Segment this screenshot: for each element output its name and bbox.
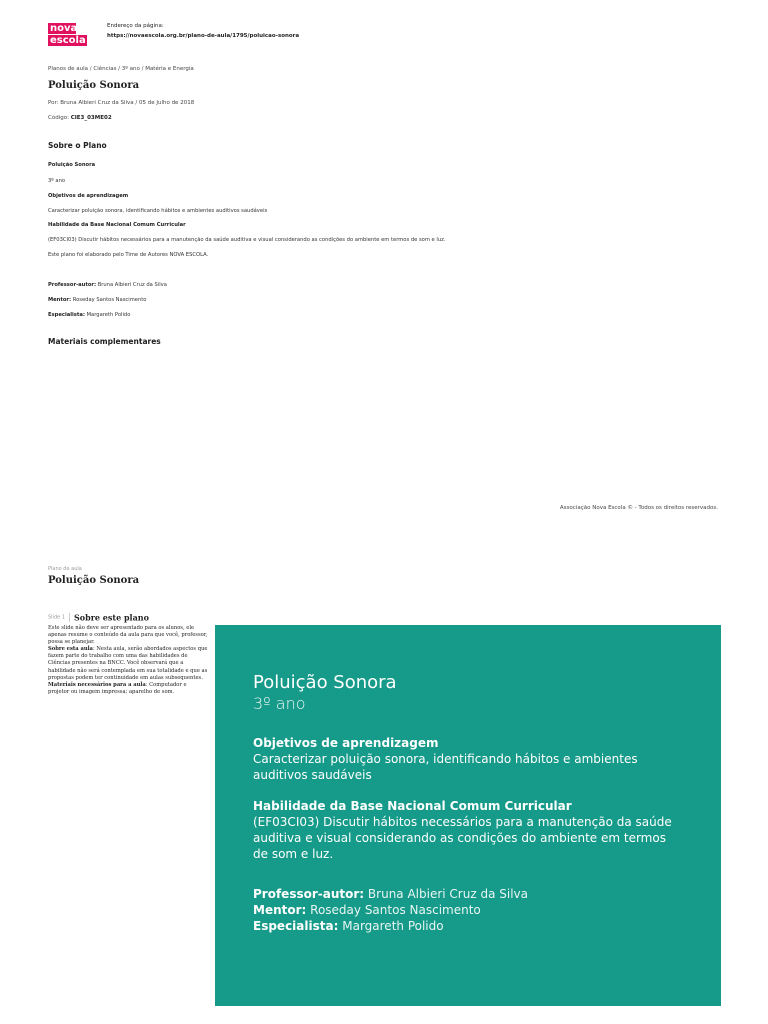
- slide-mentor: Mentor: Roseday Santos Nascimento: [253, 903, 481, 917]
- objectives-text: Caracterizar poluição sonora, identificando hábitos e ambientes auditivos saudáveis: [48, 208, 268, 214]
- bncc-text: (EF03CI03) Discutir hábitos necessários para a manutenção da saúde auditiva e visual considerando as condições do ambiente em termos de som e luz.: [48, 237, 446, 243]
- slide-grade: 3º ano: [253, 694, 306, 713]
- slide-title: Poluição Sonora: [253, 672, 397, 693]
- nova-escola-logo[interactable]: [48, 23, 87, 47]
- slide-bncc-label: Habilidade da Base Nacional Comum Curricular: [253, 799, 572, 813]
- slide-objectives-text: Caracterizar poluição sonora, identificando hábitos e ambientes auditivos saudáveis: [253, 752, 638, 782]
- logo-line-2: escola: [50, 35, 86, 46]
- address-label: Endereço da página:: [107, 23, 164, 29]
- notes-materials-text: : Computador e projetor ou imagem impressa; aparelho de som.: [48, 681, 187, 695]
- breadcrumb: Planos de aula / Ciências / 3º ano / Matéria e Energia: [48, 66, 194, 72]
- notes-intro: Este slide não deve ser apresentado para os alunos, ele apenas resume o conteúdo da aula para que você, professor, possa se planejar.: [48, 625, 208, 646]
- slide-author: Professor-autor: Bruna Albieri Cruz da Silva: [253, 887, 528, 901]
- about-heading: Sobre o Plano: [48, 141, 107, 150]
- slide-bncc-text: (EF03CI03) Discutir hábitos necessários para a manutenção da saúde auditiva e visual considerando as condições do ambiente em termos de som e luz.: [253, 815, 672, 861]
- divider: [69, 613, 70, 622]
- slide-header-title: Sobre este plano: [73, 612, 149, 623]
- plan-label: Plano de aula: [48, 566, 82, 572]
- notes-materials-label: Materiais necessários para a aula: [48, 681, 146, 688]
- mentor-line: Mentor: Roseday Santos Nascimento: [48, 297, 147, 303]
- teacher-notes: [48, 625, 208, 696]
- page-address: [107, 21, 299, 41]
- address-url[interactable]: https://novaescola.org.br/plano-de-aula/1795/poluicao-sonora: [107, 33, 300, 39]
- notes-about-label: Sobre esta aula: [48, 646, 93, 653]
- plan-title: Poluição Sonora: [48, 575, 140, 586]
- specialist-line: Especialista: Margareth Polido: [48, 312, 131, 318]
- code-value: CIE3_03ME02: [70, 115, 112, 121]
- code-label: Código:: [48, 115, 69, 121]
- team-text: Este plano foi elaborado pelo Time de Autores NOVA ESCOLA.: [48, 252, 209, 258]
- bncc-label: Habilidade da Base Nacional Comum Curricular: [48, 222, 186, 228]
- page-title: Poluição Sonora: [48, 80, 140, 91]
- materials-heading: Materiais complementares: [48, 337, 161, 346]
- about-title: Poluição Sonora: [48, 162, 96, 168]
- objectives-label: Objetivos de aprendizagem: [48, 193, 129, 199]
- slide-preview: [215, 625, 721, 1006]
- author-line: Professor-autor: Bruna Albieri Cruz da Silva: [48, 282, 167, 288]
- slide-header: [48, 607, 149, 626]
- slide-objectives-label: Objetivos de aprendizagem: [253, 736, 439, 750]
- about-grade: 3º ano: [48, 178, 66, 184]
- logo-line-1: nova: [50, 23, 78, 34]
- slide-specialist: Especialista: Margareth Polido: [253, 919, 444, 933]
- slide-number: Slide 1: [48, 614, 65, 621]
- footer-copyright: Associação Nova Escola © - Todos os direitos reservados.: [559, 505, 718, 511]
- slide-credits: [253, 886, 683, 934]
- byline: Por: Bruna Albieri Cruz da Silva / 05 de Julho de 2018: [48, 100, 195, 106]
- lesson-code: [48, 115, 112, 121]
- notes-about-text: : Nesta aula, serão abordados aspectos que fazem parte do trabalho com uma das habilidades de Ciências presentes na BNCC. Você observará que a habilidade não será contemplada em sua totalidade e que as propostas podem ter continuidade em aulas subsequentes.: [48, 646, 208, 681]
